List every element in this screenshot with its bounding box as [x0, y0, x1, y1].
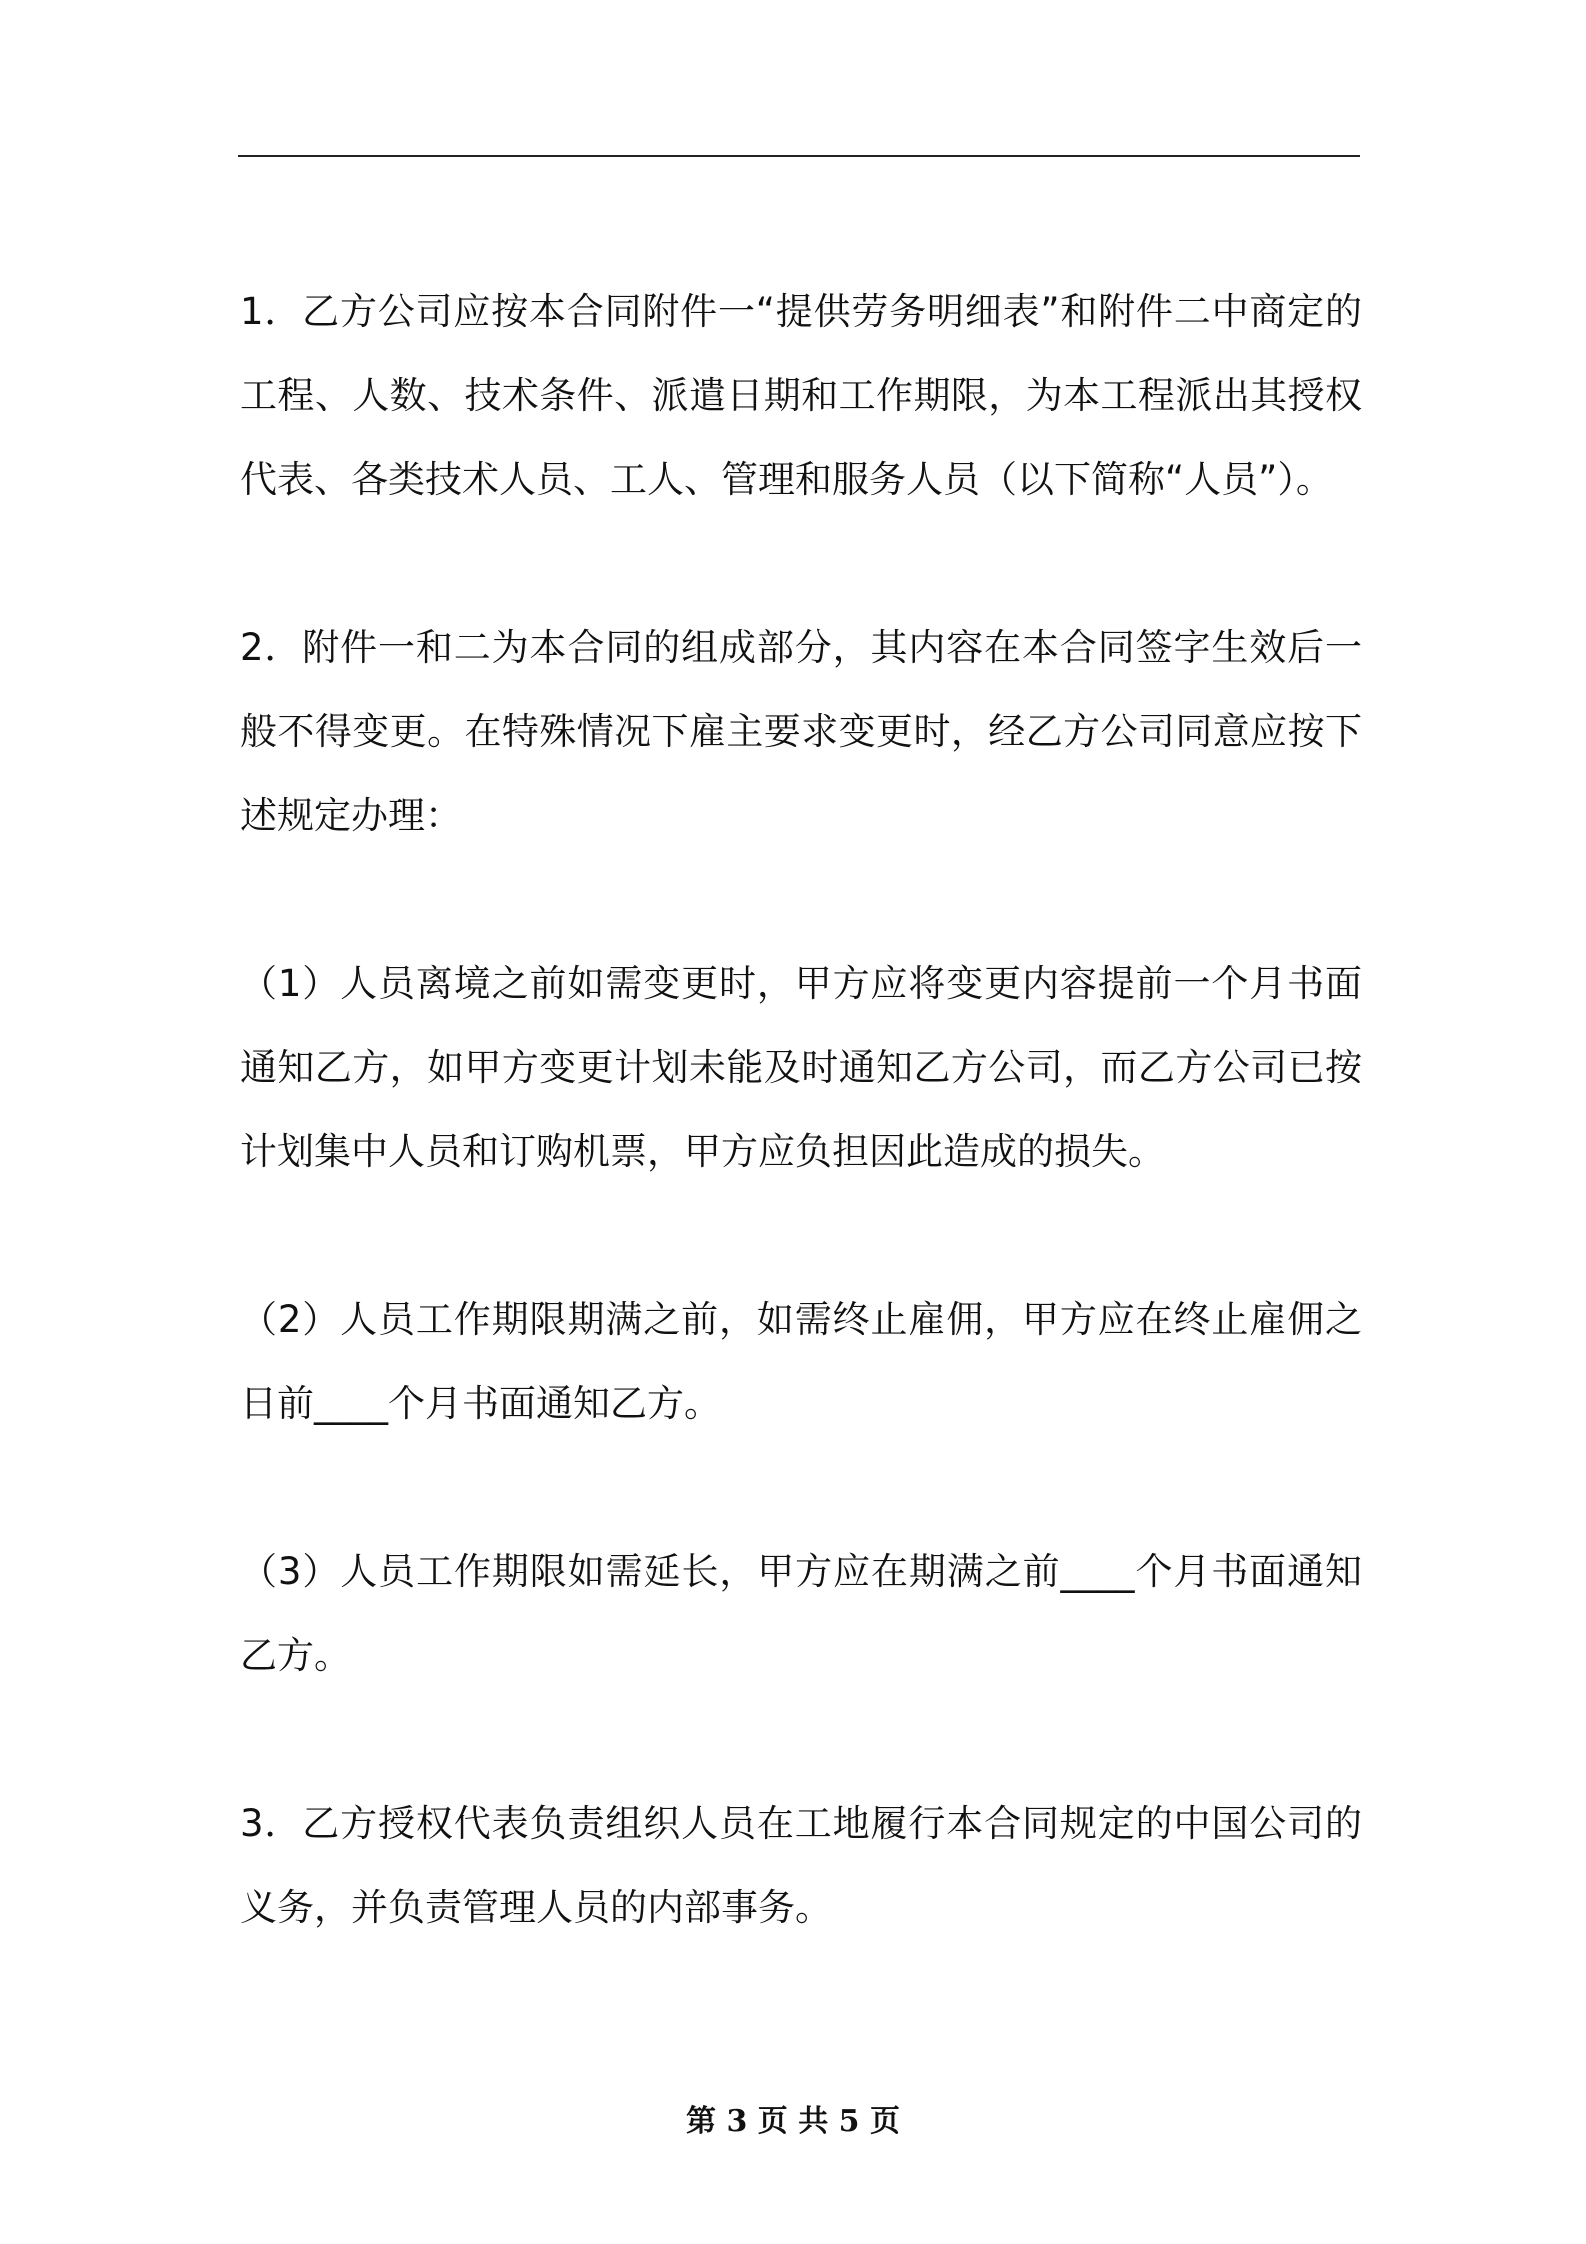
- paragraph-subclause-1: （1）人员离境之前如需变更时，甲方应将变更内容提前一个月书面通知乙方，如甲方变更计划未能及时通知乙方公司，而乙方公司已按计划集中人员和订购机票，甲方应负担因此造成的损失。: [240, 962, 1362, 1173]
- paragraph-subclause-2: （2）人员工作期限期满之前，如需终止雇佣，甲方应在终止雇佣之日前____个月书面通知乙方。: [240, 1298, 1362, 1425]
- header-divider: [238, 155, 1360, 157]
- paragraph-clause-2: 2．附件一和二为本合同的组成部分，其内容在本合同签字生效后一般不得变更。在特殊情况下雇主要求变更时，经乙方公司同意应按下述规定办理：: [240, 626, 1362, 837]
- paragraph-clause-3: 3．乙方授权代表负责组织人员在工地履行本合同规定的中国公司的义务，并负责管理人员的内部事务。: [240, 1802, 1362, 1929]
- page-number-footer: 第 3 页 共 5 页: [686, 2104, 900, 2139]
- document-body: [240, 270, 1362, 1950]
- paragraph-subclause-3: （3）人员工作期限如需延长，甲方应在期满之前____个月书面通知乙方。: [240, 1550, 1362, 1677]
- paragraph-clause-1: 1．乙方公司应按本合同附件一“提供劳务明细表”和附件二中商定的工程、人数、技术条件、派遣日期和工作期限，为本工程派出其授权代表、各类技术人员、工人、管理和服务人员（以下简称“人员”）。: [240, 290, 1362, 501]
